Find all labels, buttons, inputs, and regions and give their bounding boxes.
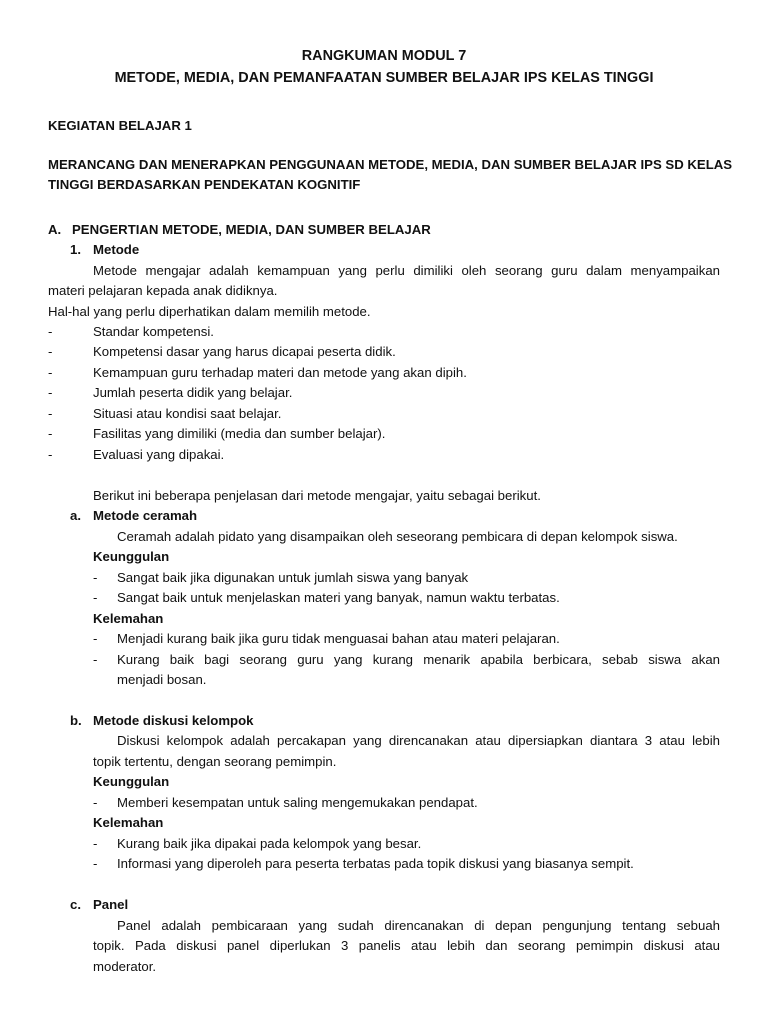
doc-subtitle: METODE, MEDIA, DAN PEMANFAATAN SUMBER BELAJAR IPS KELAS TINGGI [114,70,654,86]
method-a-disadvantages-heading: Kelemahan [93,611,164,626]
method-a-title: Metode ceramah [93,508,198,523]
method-b-label: b. [70,713,82,728]
method-a-description: Ceramah adalah pidato yang disampaikan oleh seseorang pembicara di depan kelompok siswa. [117,529,678,544]
method-b-description-line-2: topik tertentu, dengan seorang pemimpin. [93,754,337,769]
list-item-continuation: menjadi bosan. [117,672,207,687]
method-c-title: Panel [93,897,129,912]
activity-heading: KEGIATAN BELAJAR 1 [48,118,192,133]
doc-title: RANGKUMAN MODUL 7 [301,48,467,64]
method-a-label: a. [70,508,81,523]
method-b-title: Metode diskusi kelompok [93,713,254,728]
section-a-label: A. [48,222,62,237]
method-a-advantages-heading: Keunggulan [93,549,170,564]
subsection-1-label: 1. [70,242,81,257]
document-page: RANGKUMAN MODUL 7 METODE, MEDIA, DAN PEMANFAATAN SUMBER BELAJAR IPS KELAS TINGGI KEGIATAN BELAJAR 1 MERANCANG DAN MENERAPKAN PENGGUNAAN METODE, MEDIA, DAN SUMBER BELAJAR IPS SD KELAS TINGGI BERDASARKAN PENDEKATAN KOGNITIF A. PENGERTIAN METODE, MEDIA, DAN SUMBER BELAJAR 1. Metode Metode mengajar adalah kemampuan yang perlu dimiliki oleh seorang guru dalam menyampaikan materi pelajaran kepada anak didiknya. Hal-hal yang perlu diperhatikan dalam memilih metode. - Standar kompetensi. - Kompetensi dasar yang harus dicapai peserta didik. - Kemampuan guru terhadap materi dan metode yang akan dipih. - Jumlah peserta didik yang belajar. - Situasi atau kondisi saat belajar. - Fasilitas yang dimiliki (media dan sumber belajar). - Evaluasi yang dipakai. Berikut ini beberapa penjelasan dari metode mengajar, yaitu sebagai berikut. a. Metode ceramah Ceramah adalah pidato yang disampaikan oleh seseorang pembicara di depan kelompok siswa. Keunggulan - Sangat baik jika digunakan untuk jumlah siswa yang banyak - Sangat baik untuk menjelaskan materi yang banyak, namun waktu terbatas. Kelemahan - Menjadi kurang baik jika guru tidak menguasai bahan atau materi pelajaran. - Kurang baik bagi seorang guru yang kurang menarik apabila berbicara, sebab siswa akan menjadi bosan. b. Metode diskusi kelompok Diskusi kelompok adalah percakapan yang direncanakan atau dipersiapkan diantara 3 atau lebih topik tertentu, dengan seorang pemimpin. Keunggulan - Memberi kesempatan untuk saling mengemukakan pendapat. Kelemahan - Kurang baik jika dipakai pada kelompok yang besar. - Informasi yang diperoleh para peserta terbatas pada topik diskusi yang biasanya sempit. c. Panel Panel adalah pembicaraan yang sudah direncanakan di depan pengunjung tentang sebuah topik. Pada diskusi panel diperlukan 3 panelis atau lebih dan seorang pemimpin diskusi atau moderator. [0,0,768,1024]
method-b-disadvantages-heading: Kelemahan [93,815,164,830]
definition-line-2: materi pelajaran kepada anak didiknya. [48,283,278,298]
considerations-intro: Hal-hal yang perlu diperhatikan dalam memilih metode. [48,304,371,319]
subsection-1-title: Metode [93,242,140,257]
activity-topic-line-2: TINGGI BERDASARKAN PENDEKATAN KOGNITIF [48,177,361,192]
method-c-description-line-3: moderator. [93,959,157,974]
method-c-label: c. [70,897,81,912]
method-c-description-line-2: topik. Pada diskusi panel diperlukan 3 panelis atau lebih dan seorang pemimpin diskusi atau [93,938,720,953]
definition-line-1: Metode mengajar adalah kemampuan yang perlu dimiliki oleh seorang guru dalam menyampaikan [93,263,720,278]
activity-topic-line-1: MERANCANG DAN MENERAPKAN PENGGUNAAN METODE, MEDIA, DAN SUMBER BELAJAR IPS SD KELAS [48,157,733,172]
section-a-title: PENGERTIAN METODE, MEDIA, DAN SUMBER BELAJAR [72,222,431,237]
method-b-advantages-heading: Keunggulan [93,774,170,789]
method-c-description-line-1: Panel adalah pembicaraan yang sudah direncanakan di depan pengunjung tentang sebuah [117,918,720,933]
method-b-description-line-1: Diskusi kelompok adalah percakapan yang direncanakan atau dipersiapkan diantara 3 atau lebih [117,733,720,748]
methods-intro: Berikut ini beberapa penjelasan dari metode mengajar, yaitu sebagai berikut. [93,488,541,503]
